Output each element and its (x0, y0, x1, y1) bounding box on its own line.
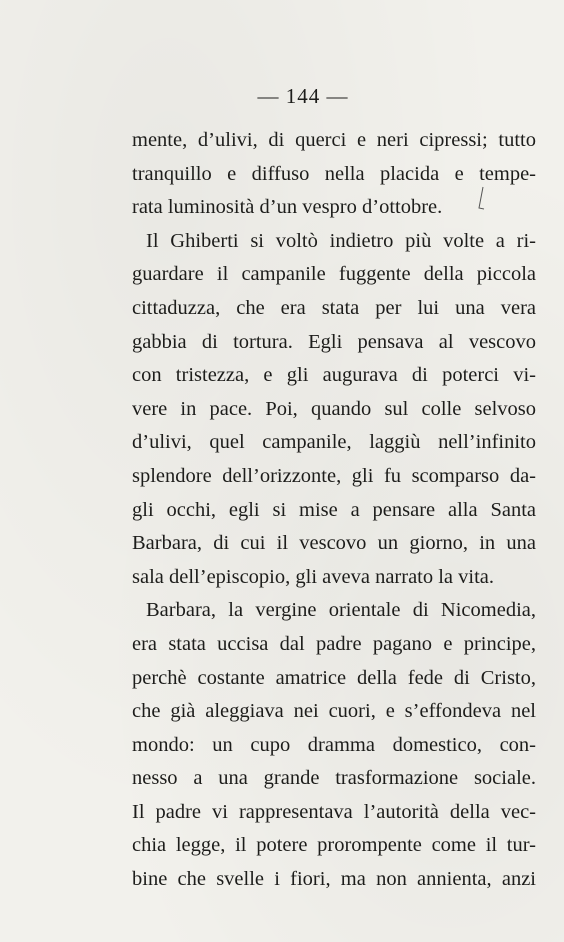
text-line: sala dell’episcopio, gli aveva narrato la vita. (132, 565, 495, 588)
text-line: splendore dell’orizzonte, gli fu scomparso da- (132, 464, 536, 487)
text-line: che già aleggiava nei cuori, e s’effondeva nel (132, 700, 536, 723)
text-line: tranquillo e diffuso nella placida e tempe- (132, 162, 536, 185)
text-line: era stata uccisa dal padre pagano e principe, (132, 632, 536, 655)
page-number: — 144 — (257, 84, 349, 108)
text-line: Il padre vi rappresentava l’autorità della vec- (132, 800, 536, 823)
text-line: Barbara, di cui il vescovo un giorno, in una (132, 532, 536, 555)
text-line: perchè costante amatrice della fede di Cristo, (132, 666, 536, 689)
text-line: Il Ghiberti si voltò indietro più volte a ri- (146, 229, 536, 252)
text-line: guardare il campanile fuggente della piccola (132, 263, 536, 286)
text-line: gli occhi, egli si mise a pensare alla Santa (132, 498, 536, 521)
text-line: gabbia di tortura. Egli pensava al vescovo (132, 330, 536, 353)
text-line: mondo: un cupo dramma domestico, con- (132, 733, 536, 756)
text-line: con tristezza, e gli augurava di poterci vi- (132, 364, 536, 387)
text-line: mente, d’ulivi, di querci e neri cipressi; tutto (132, 129, 536, 151)
text-line: rata luminosità d’un vespro d’ottobre. (132, 196, 443, 219)
text-line: cittaduzza, che era stata per lui una vera (132, 296, 536, 319)
text-line: Barbara, la vergine orientale di Nicomedia, (146, 599, 536, 622)
body-text (132, 124, 536, 897)
text-line: d’ulivi, quel campanile, laggiù nell’infinito (132, 431, 536, 454)
text-line: chia legge, il potere prorompente come il tur- (132, 834, 536, 857)
text-line: nesso a una grande trasformazione sociale. (132, 767, 536, 790)
text-line: bine che svelle i fiori, ma non annienta, anzi (132, 868, 536, 891)
text-line: vere in pace. Poi, quando sul colle selvoso (132, 397, 536, 420)
